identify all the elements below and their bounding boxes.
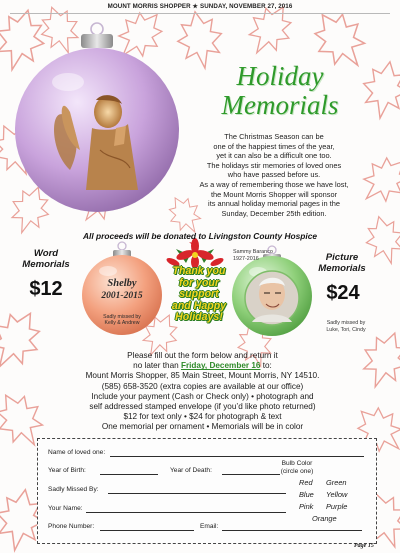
intro-line: As a way of remembering those we have lost, <box>199 179 349 189</box>
instructions-limit: One memorial per ornament • Memorials will be in color <box>101 422 304 432</box>
picture-memorials-line-1: Picture <box>325 252 359 263</box>
instructions-line-1: Please fill out the form below and return it <box>127 351 278 360</box>
instructions-payment: Include your payment (Cash or Check only) • photograph and <box>91 391 314 401</box>
year-of-death-label: Year of Death: <box>170 467 212 474</box>
your-name-label: Your Name: <box>48 505 83 512</box>
picture-memorials-line-2: Memorials <box>318 263 366 274</box>
intro-line: The holidays stir memories of loved ones <box>206 160 342 170</box>
bulb-option-orange[interactable]: Orange <box>312 514 337 523</box>
instructions-suffix: to: <box>260 361 272 371</box>
angel-ornament <box>15 23 179 212</box>
word-memorials-price: $12 <box>29 278 63 300</box>
phone-number-label: Phone Number: <box>48 523 95 530</box>
thanks-line: and Happy <box>171 299 227 312</box>
title-line-2: Memorials <box>221 90 339 120</box>
bulb-option-blue[interactable]: Blue <box>299 490 314 499</box>
sammy-caption <box>233 249 273 262</box>
intro-line: The Christmas Season can be <box>224 132 324 141</box>
name-of-loved-one-field[interactable] <box>110 456 364 457</box>
thanks-line: Holidays! <box>175 311 223 324</box>
email-label: Email: <box>200 523 219 530</box>
intro-line: Sunday, December 25th edition. <box>221 208 327 218</box>
bulb-option-green[interactable]: Green <box>326 478 347 487</box>
bulb-color-hint: (circle one) <box>280 468 314 475</box>
instructions-pricing: $12 for text only • $24 for photograph & text <box>123 412 282 422</box>
sammy-missed-line-2: Luke, Tori, Cindy <box>326 326 366 333</box>
shelby-missed-by <box>97 314 147 327</box>
instructions-phone: (585) 658-3520 (extra copies are available at our office) <box>101 381 304 391</box>
instructions-line-2 <box>30 361 375 371</box>
phone-number-field[interactable] <box>100 530 194 531</box>
page-number: Page 15 <box>354 543 374 549</box>
word-memorials-line-1: Word <box>33 248 59 259</box>
sammy-name: Sammy Baranco <box>233 249 273 255</box>
sadly-missed-by-label: Sadly Missed By: <box>48 486 99 493</box>
thanks-line: Thank you <box>172 265 226 277</box>
shelby-missed-line-2: Kelly & Andrew <box>104 320 140 327</box>
intro-line: yet it can also be a difficult one too. <box>216 151 332 161</box>
your-name-field[interactable] <box>86 512 286 513</box>
name-of-loved-one-label: Name of loved one: <box>48 449 106 456</box>
sammy-missed-line-1: Sadly missed by <box>326 320 366 326</box>
portrait-photo <box>245 271 299 325</box>
instructions-envelope: self addressed stamped envelope (if you’d like photo returned) <box>89 402 316 412</box>
bulb-option-purple[interactable]: Purple <box>326 502 348 511</box>
shelby-years: 2001-2015 <box>101 291 143 301</box>
title-line-1: Holiday <box>236 61 324 91</box>
intro-line: who have passed before us. <box>227 170 321 180</box>
sammy-years: 1927-2016 <box>233 255 259 262</box>
intro-line: the Mount Morris Shopper will sponsor <box>210 189 338 199</box>
thank-you-message <box>161 266 237 324</box>
email-field[interactable] <box>222 530 362 531</box>
bulb-color-label: Bulb Color <box>281 460 313 467</box>
word-memorials-line-2: Memorials <box>22 259 70 270</box>
intro-paragraph <box>176 132 372 218</box>
sadly-missed-by-field[interactable] <box>108 493 286 494</box>
intro-line: its annual holiday memorial pages in the <box>208 199 340 209</box>
word-memorials-heading <box>16 248 76 270</box>
shelby-name: Shelby <box>107 278 137 289</box>
bulb-option-red[interactable]: Red <box>299 478 313 487</box>
instructions-address: Mount Morris Shopper, 85 Main Street, Mount Morris, NY 14510. <box>85 371 320 381</box>
thanks-line: support <box>179 288 219 301</box>
year-of-birth-label: Year of Birth: <box>48 467 86 474</box>
thanks-line: for your <box>178 276 220 289</box>
deadline-date: Friday, December 16 <box>180 361 261 371</box>
masthead: MOUNT MORRIS SHOPPER ★ SUNDAY, NOVEMBER 27, 2016 <box>107 3 293 10</box>
bulb-option-pink[interactable]: Pink <box>299 502 314 511</box>
proceeds-note: All proceeds will be donated to Livingston County Hospice <box>82 231 318 241</box>
form-instructions <box>30 351 375 433</box>
picture-memorials-heading <box>316 252 368 274</box>
year-of-birth-field[interactable] <box>100 474 158 475</box>
bulb-color-heading <box>258 460 336 476</box>
bulb-option-yellow[interactable]: Yellow <box>326 490 348 499</box>
sammy-missed-by <box>314 320 378 333</box>
instructions-prefix: no later than <box>133 361 181 371</box>
intro-line: one of the happiest times of the year, <box>213 141 335 151</box>
picture-memorials-price: $24 <box>326 282 360 304</box>
shelby-missed-line-1: Sadly missed by <box>103 314 141 320</box>
